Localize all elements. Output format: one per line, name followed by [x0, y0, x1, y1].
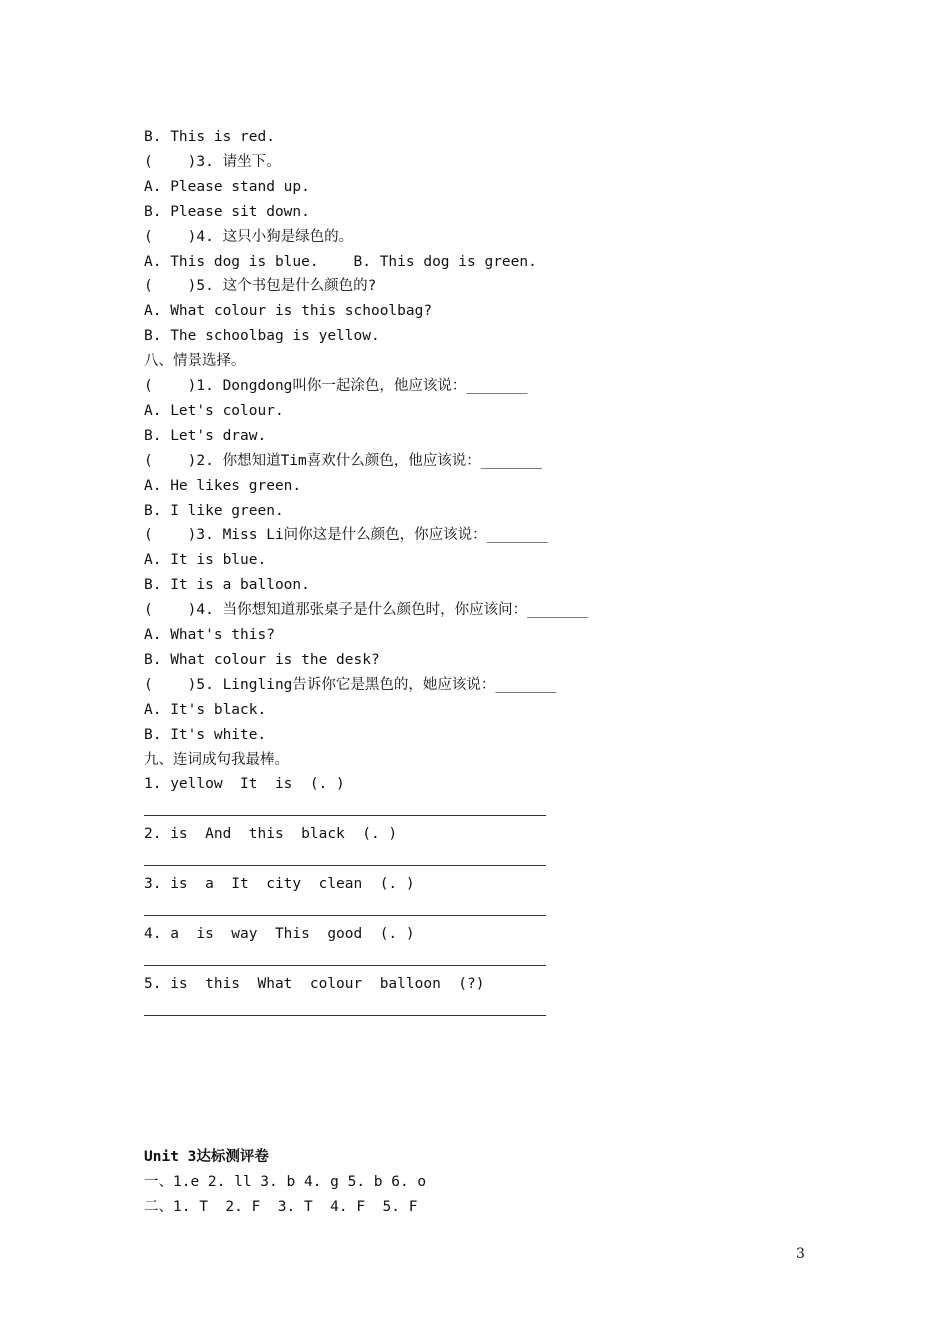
sentence-prompt: 5. is this What colour balloon (?): [144, 976, 485, 992]
text-line: ( )3. Miss Li问你这是什么颜色，你应该说：_______: [144, 527, 548, 544]
text-line: B. What colour is the desk?: [144, 651, 380, 668]
text-line: 九、连词成句我最棒。: [144, 751, 289, 768]
text-line: A. Let's colour.: [144, 402, 284, 419]
text-line: A. It's black.: [144, 701, 267, 718]
text-line: B. I like green.: [144, 502, 284, 519]
sentence-prompt: 3. is a It city clean (. ): [144, 876, 415, 892]
text-line: 八、情景选择。: [144, 353, 246, 370]
text-line: A. Please stand up.: [144, 178, 310, 195]
text-line: ( )5. 这个书包是什么颜色的?: [144, 278, 377, 295]
text-line: A. What colour is this schoolbag?: [144, 303, 433, 320]
answer-blank-line[interactable]: [144, 1015, 546, 1016]
page-number: 3: [796, 1246, 805, 1262]
answer-blank-line[interactable]: [144, 915, 546, 916]
sentence-prompt: 2. is And this black (. ): [144, 826, 398, 842]
answer-blank-line[interactable]: [144, 865, 546, 866]
text-line: B. Please sit down.: [144, 203, 310, 220]
text-line: ( )4. 这只小狗是绿色的。: [144, 228, 354, 245]
answer-line: 二、1. T 2. F 3. T 4. F 5. F: [144, 1199, 418, 1215]
text-line: ( )2. 你想知道Tim喜欢什么颜色，他应该说：_______: [144, 452, 542, 469]
text-line: A. This dog is blue. B. This dog is green.: [144, 253, 537, 270]
sentence-prompt: 4. a is way This good (. ): [144, 926, 415, 942]
text-line: B. This is red.: [144, 129, 275, 145]
answer-blank-line[interactable]: [144, 965, 546, 966]
text-line: A. He likes green.: [144, 477, 302, 494]
text-line: B. Let's draw.: [144, 427, 267, 444]
answer-line: 一、1.e 2. ll 3. b 4. g 5. b 6. o: [144, 1174, 427, 1190]
text-line: A. It is blue.: [144, 552, 267, 569]
text-line: A. What's this?: [144, 627, 275, 643]
text-line: ( )1. Dongdong叫你一起涂色，他应该说：_______: [144, 378, 528, 394]
sentence-prompt: 1. yellow It is (. ): [144, 776, 345, 792]
answer-blank-line[interactable]: [144, 815, 546, 816]
text-line: ( )5. Lingling告诉你它是黑色的，她应该说：_______: [144, 676, 557, 693]
text-line: B. It's white.: [144, 726, 267, 743]
answer-key-title: Unit 3达标测评卷: [144, 1149, 269, 1165]
text-line: B. The schoolbag is yellow.: [144, 328, 380, 345]
text-line: ( )3. 请坐下。: [144, 153, 281, 170]
text-line: B. It is a balloon.: [144, 577, 310, 594]
text-line: ( )4. 当你想知道那张桌子是什么颜色时，你应该问：_______: [144, 602, 589, 619]
